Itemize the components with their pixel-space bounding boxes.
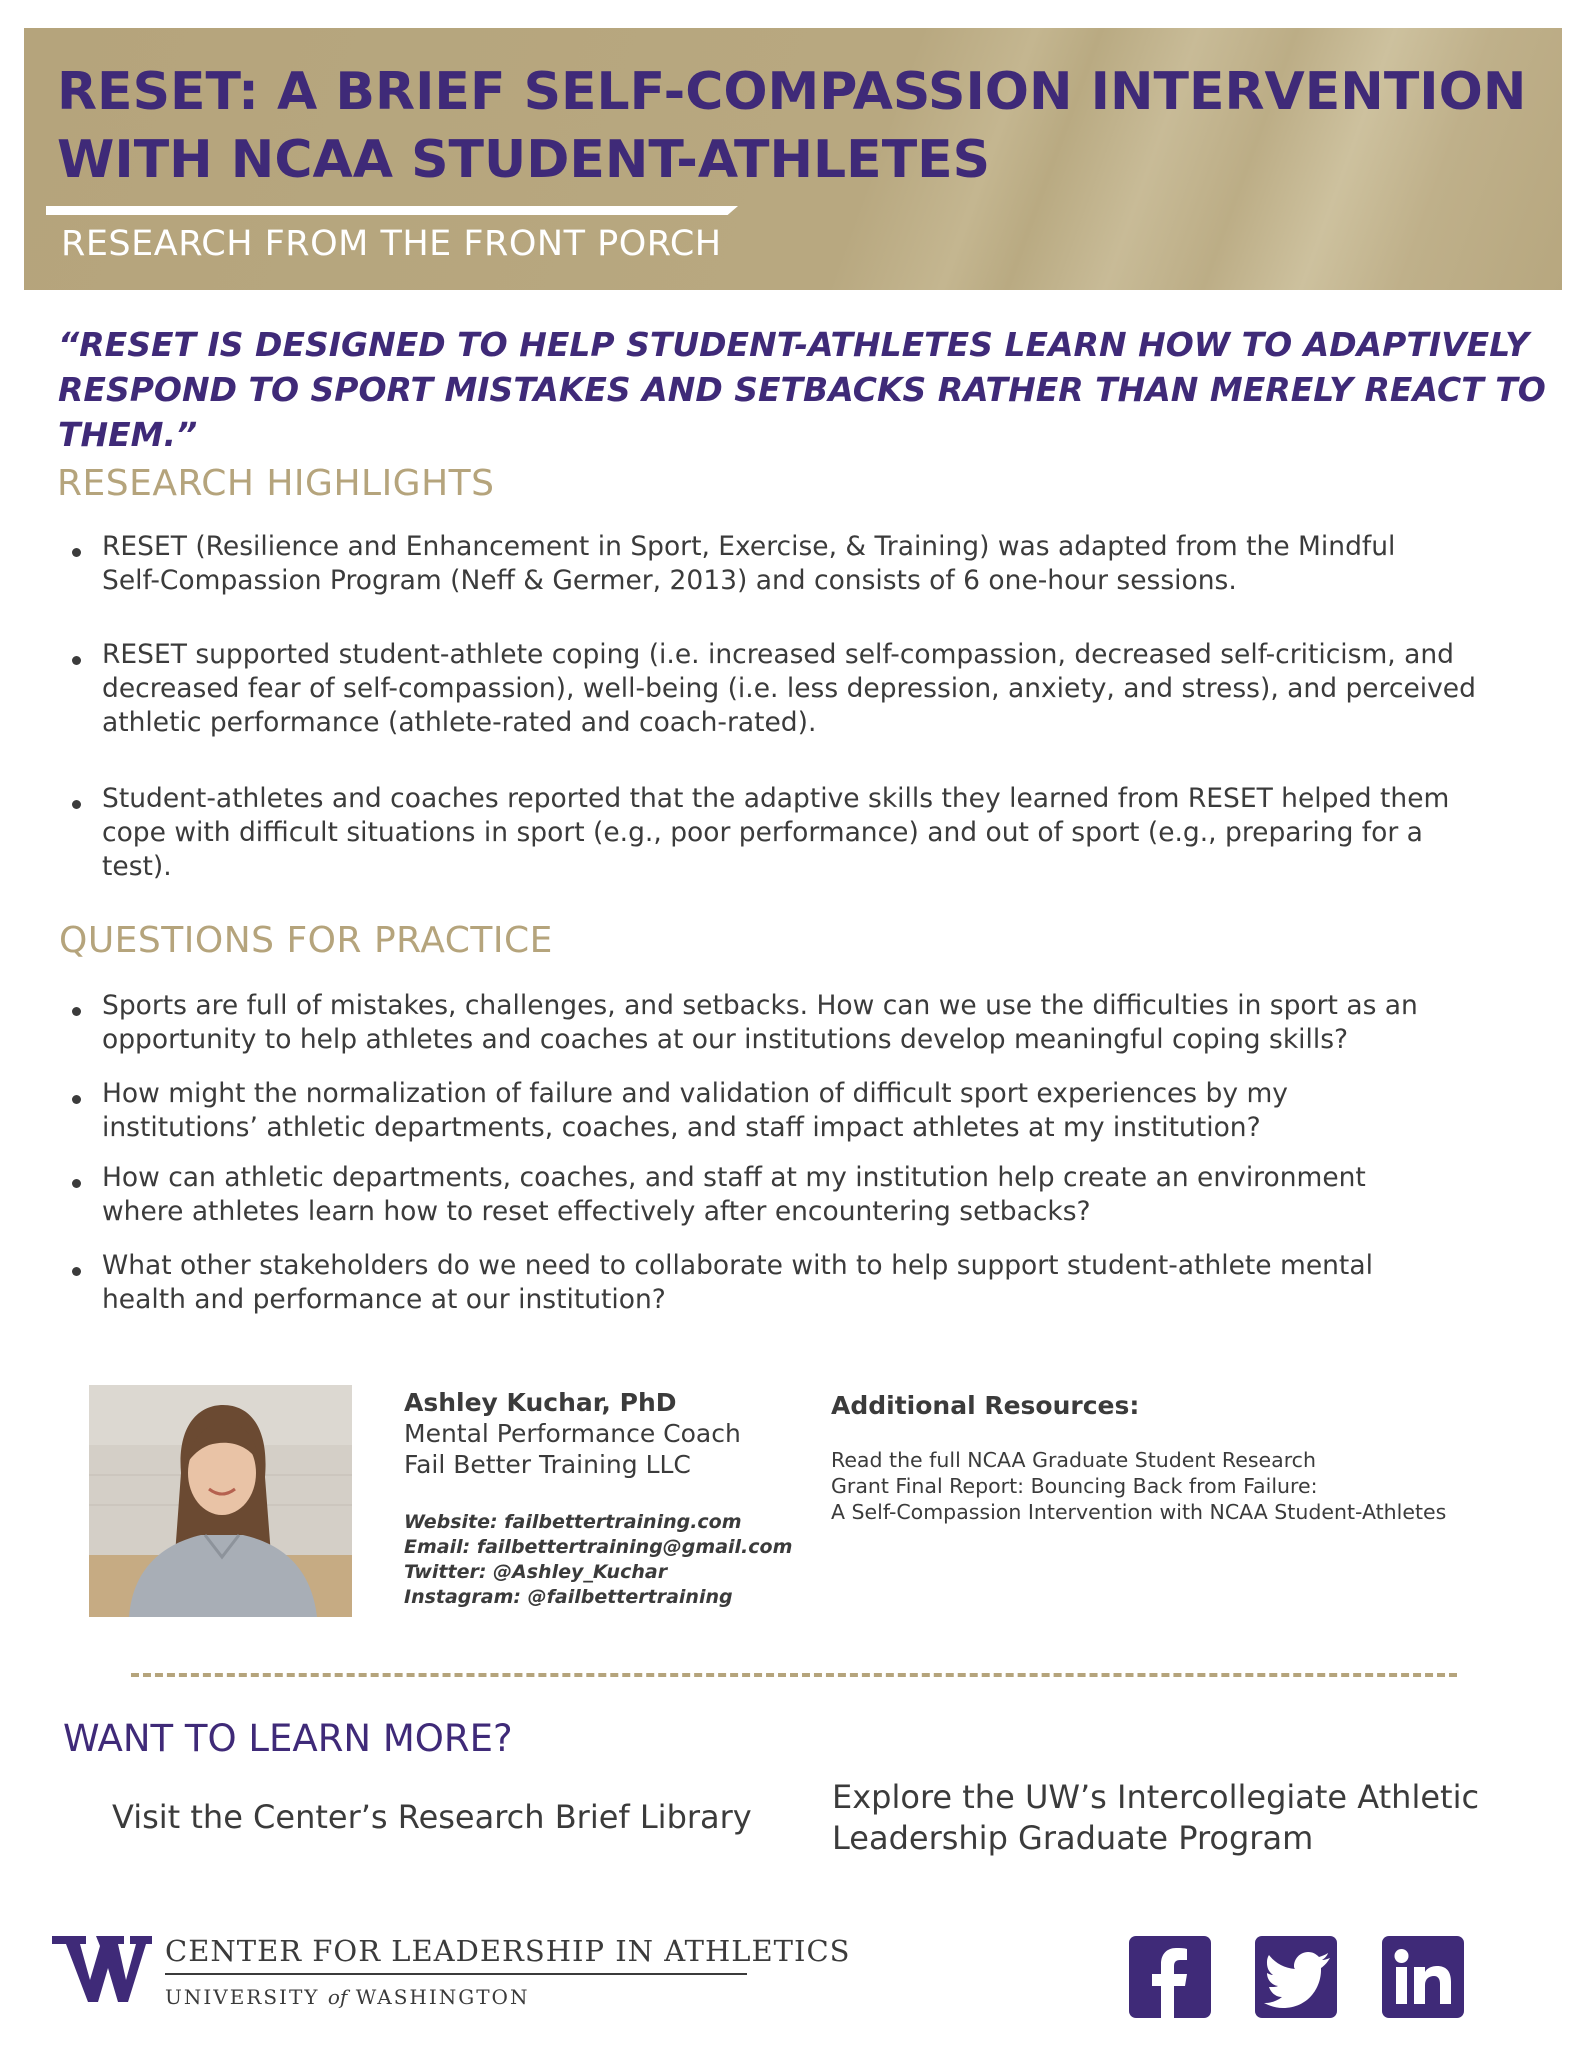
bullet-icon <box>72 1007 81 1016</box>
list-item <box>70 782 1510 884</box>
bullet-icon <box>72 1095 81 1104</box>
instagram-handle-link[interactable]: Instagram: @failbettertraining <box>404 1586 733 1608</box>
twitter-icon[interactable] <box>1255 1936 1337 2018</box>
highlights-heading: RESEARCH HIGHLIGHTS <box>57 463 495 504</box>
website-link[interactable]: Website: failbettertraining.com <box>404 1511 742 1533</box>
graduate-program-link[interactable] <box>832 1777 1479 1859</box>
bullet-icon <box>72 1179 81 1188</box>
page-title: RESET: A BRIEF SELF-COMPASSION INTERVENTION WITH NCAA STUDENT-ATHLETES <box>57 62 1527 190</box>
pull-quote: “RESET IS DESIGNED TO HELP STUDENT-ATHLETES LEARN HOW TO ADAPTIVELY RESPOND TO SPORT MISTAKES AND SETBACKS RATHER THAN MERELY REACT TO THEM.” <box>58 325 1546 454</box>
highlights-list <box>70 530 1510 884</box>
list-item-line: What other stakeholders do we need to collaborate with to help support student-athlete mental <box>102 1250 1373 1281</box>
research-library-link[interactable]: Visit the Center’s Research Brief Library <box>112 1798 752 1836</box>
list-item-line: institutions’ athletic departments, coaches, and staff impact athletes at my institution? <box>102 1112 1261 1143</box>
author-company: Fail Better Training LLC <box>404 1450 691 1479</box>
header-divider <box>46 206 738 215</box>
section-divider <box>131 1673 1457 1677</box>
linkedin-icon[interactable] <box>1382 1936 1464 2018</box>
resources-heading: Additional Resources: <box>831 1391 1140 1420</box>
twitter-handle-link[interactable]: Twitter: @Ashley_Kuchar <box>404 1561 668 1583</box>
list-item <box>70 638 1510 740</box>
list-item-line: opportunity to help athletes and coaches at our institutions develop meaningful coping skills? <box>102 1024 1349 1055</box>
list-item-line: test). <box>102 851 172 882</box>
questions-list <box>70 989 1510 1317</box>
list-item-line: Student-athletes and coaches reported that the adaptive skills they learned from RESET helped them <box>102 783 1450 814</box>
list-item-line: How can athletic departments, coaches, and staff at my institution help create an environment <box>102 1162 1366 1193</box>
resources-line[interactable]: A Self-Compassion Intervention with NCAA Student-Athletes <box>831 1500 1447 1524</box>
email-link[interactable]: Email: failbettertraining@gmail.com <box>404 1536 793 1558</box>
list-item-line: Sports are full of mistakes, challenges, and setbacks. How can we use the difficulties in sport as an <box>102 990 1418 1021</box>
page-subtitle: RESEARCH FROM THE FRONT PORCH <box>61 224 722 264</box>
list-item <box>70 989 1510 1057</box>
list-item-line: athletic performance (athlete-rated and coach-rated). <box>102 707 817 738</box>
questions-heading: QUESTIONS FOR PRACTICE <box>59 920 553 961</box>
list-item-line: health and performance at our institution? <box>102 1284 666 1315</box>
resources-link[interactable] <box>831 1447 1446 1525</box>
graduate-program-line[interactable]: Explore the UW’s Intercollegiate Athletic <box>832 1778 1480 1816</box>
list-item-line: RESET (Resilience and Enhancement in Sport, Exercise, & Training) was adapted from the Mindful <box>102 531 1396 562</box>
author-portrait-image <box>89 1385 352 1617</box>
university-word: UNIVERSITY <box>165 1985 320 2009</box>
facebook-icon[interactable] <box>1129 1936 1211 2018</box>
resources-line[interactable]: Grant Final Report: Bouncing Back from Failure: <box>831 1474 1318 1498</box>
university-of: of <box>327 1985 348 2009</box>
list-item-line: where athletes learn how to reset effectively after encountering setbacks? <box>102 1196 1091 1227</box>
graduate-program-line[interactable]: Leadership Graduate Program <box>832 1819 1314 1857</box>
list-item-line: decreased fear of self-compassion), well-being (i.e. less depression, anxiety, and stress), and perceived <box>102 673 1476 704</box>
bullet-icon <box>72 800 81 809</box>
list-item-line: RESET supported student-athlete coping (i.e. increased self-compassion, decreased self-criticism, and <box>102 639 1454 670</box>
org-name-rule <box>165 1973 747 1975</box>
list-item-line: Self-Compassion Program (Neff & Germer, 2013) and consists of 6 one-hour sessions. <box>102 565 1237 596</box>
bullet-icon <box>72 548 81 557</box>
author-contact-details <box>404 1510 792 1610</box>
washington-word: WASHINGTON <box>355 1985 530 2009</box>
uw-w-logo <box>52 1936 152 2006</box>
bullet-icon <box>72 1267 81 1276</box>
list-item-line: How might the normalization of failure and validation of difficult sport experiences by my <box>102 1078 1288 1109</box>
author-role: Mental Performance Coach <box>404 1419 741 1448</box>
bullet-icon <box>72 656 81 665</box>
org-name: CENTER FOR LEADERSHIP IN ATHLETICS <box>165 1934 851 1968</box>
author-name: Ashley Kuchar, PhD <box>404 1388 677 1417</box>
resources-line[interactable]: Read the full NCAA Graduate Student Research <box>831 1448 1316 1472</box>
author-photo <box>89 1385 352 1617</box>
list-item <box>70 1249 1510 1317</box>
learn-more-heading: WANT TO LEARN MORE? <box>63 1717 513 1760</box>
list-item-line: cope with difficult situations in sport (e.g., poor performance) and out of sport (e.g., preparing for a <box>102 817 1423 848</box>
list-item <box>70 1077 1510 1145</box>
university-name <box>165 1985 529 2009</box>
header-banner <box>24 28 1562 290</box>
list-item <box>70 1161 1510 1229</box>
list-item <box>70 530 1510 598</box>
